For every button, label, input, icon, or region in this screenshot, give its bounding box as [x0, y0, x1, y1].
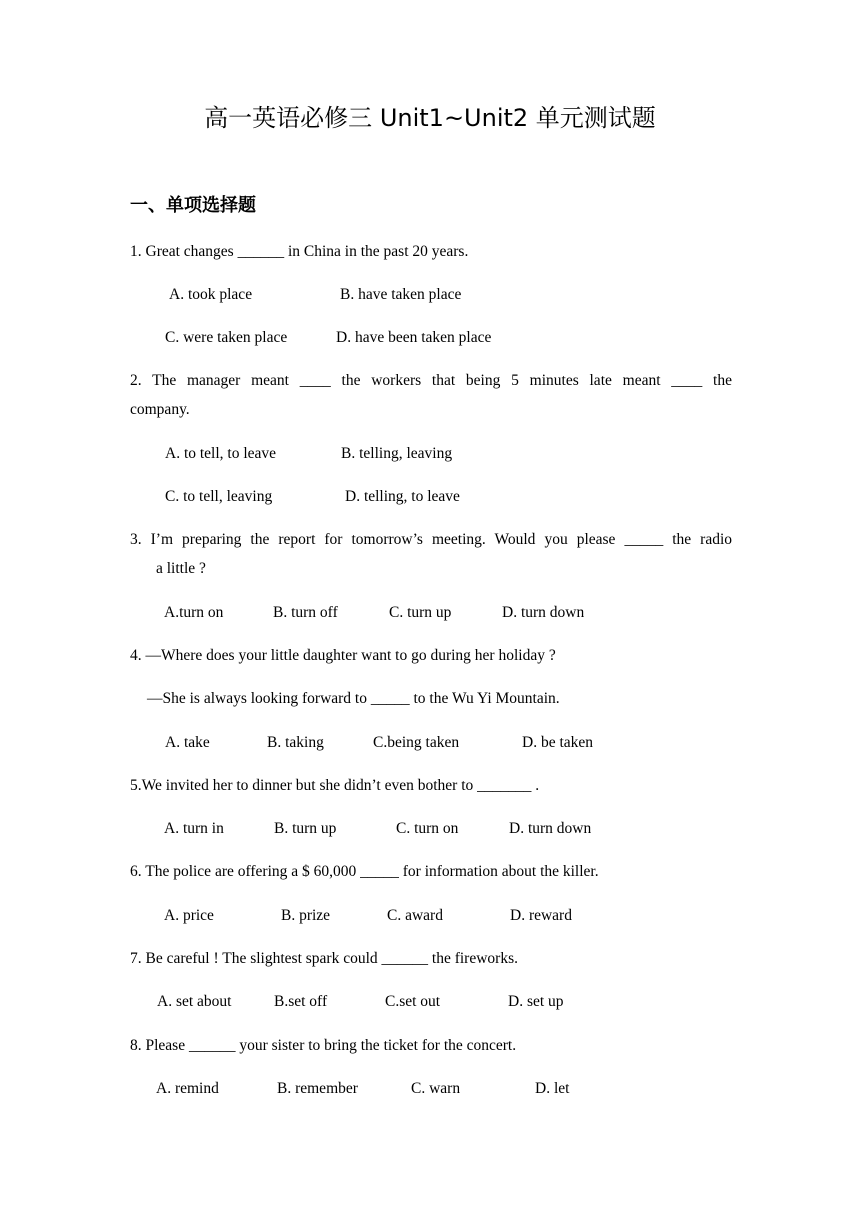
- question-4-option-a: A. take: [165, 734, 210, 751]
- question-5-stem: 5.We invited her to dinner but she didn’t even bother to _______ .: [130, 777, 540, 794]
- question-8-option-b: B. remember: [277, 1080, 358, 1097]
- question-1-stem: 1. Great changes ______ in China in the past 20 years.: [130, 243, 469, 260]
- question-2-option-a: A. to tell, to leave: [165, 445, 277, 462]
- question-8-stem: 8. Please ______ your sister to bring the ticket for the concert.: [130, 1037, 517, 1054]
- question-5-option-a: A. turn in: [164, 820, 224, 837]
- question-1-option-d: D. have been taken place: [336, 329, 492, 346]
- section-heading: 一、单项选择题: [130, 195, 256, 216]
- question-6-option-c: C. award: [387, 907, 443, 924]
- question-3-stem-continued: a little ?: [156, 560, 206, 577]
- question-5-option-d: D. turn down: [509, 820, 592, 837]
- question-7-option-d: D. set up: [508, 993, 564, 1010]
- question-1-option-c: C. were taken place: [165, 329, 288, 346]
- question-2-stem-continued: company.: [130, 401, 190, 418]
- question-3-option-a: A.turn on: [164, 604, 224, 621]
- question-8-option-c: C. warn: [411, 1080, 461, 1097]
- question-7-stem: 7. Be careful ! The slightest spark could ______ the fireworks.: [130, 950, 518, 967]
- question-7-option-b: B.set off: [274, 993, 328, 1010]
- question-1-option-b: B. have taken place: [340, 286, 462, 303]
- question-2-option-c: C. to tell, leaving: [165, 488, 273, 505]
- question-2-stem: 2. The manager meant ____ the workers that being 5 minutes late meant ____ the: [130, 372, 732, 389]
- question-3-option-c: C. turn up: [389, 604, 452, 621]
- question-2-option-b: B. telling, leaving: [341, 445, 453, 462]
- question-3-stem: 3. I’m preparing the report for tomorrow’s meeting. Would you please _____ the radio: [130, 531, 732, 548]
- question-8-option-a: A. remind: [156, 1080, 219, 1097]
- question-6-option-b: B. prize: [281, 907, 331, 924]
- question-2-option-d: D. telling, to leave: [345, 488, 460, 505]
- question-6-stem: 6. The police are offering a $ 60,000 _____ for information about the killer.: [130, 863, 599, 880]
- document-title: 高一英语必修三 Unit1~Unit2 单元测试题: [204, 104, 656, 132]
- question-7-option-a: A. set about: [157, 993, 232, 1010]
- question-4-reply: —She is always looking forward to _____ to the Wu Yi Mountain.: [147, 690, 560, 707]
- question-4-stem: 4. —Where does your little daughter want to go during her holiday ?: [130, 647, 556, 664]
- question-5-option-c: C. turn on: [396, 820, 459, 837]
- question-7-option-c: C.set out: [385, 993, 441, 1010]
- question-8-option-d: D. let: [535, 1080, 570, 1097]
- question-6-option-d: D. reward: [510, 907, 572, 924]
- question-3-option-d: D. turn down: [502, 604, 585, 621]
- question-4-option-d: D. be taken: [522, 734, 594, 751]
- question-1-option-a: A. took place: [169, 286, 253, 303]
- question-3-option-b: B. turn off: [273, 604, 338, 621]
- question-4-option-c: C.being taken: [373, 734, 460, 751]
- question-5-option-b: B. turn up: [274, 820, 337, 837]
- question-4-option-b: B. taking: [267, 734, 324, 751]
- question-6-option-a: A. price: [164, 907, 214, 924]
